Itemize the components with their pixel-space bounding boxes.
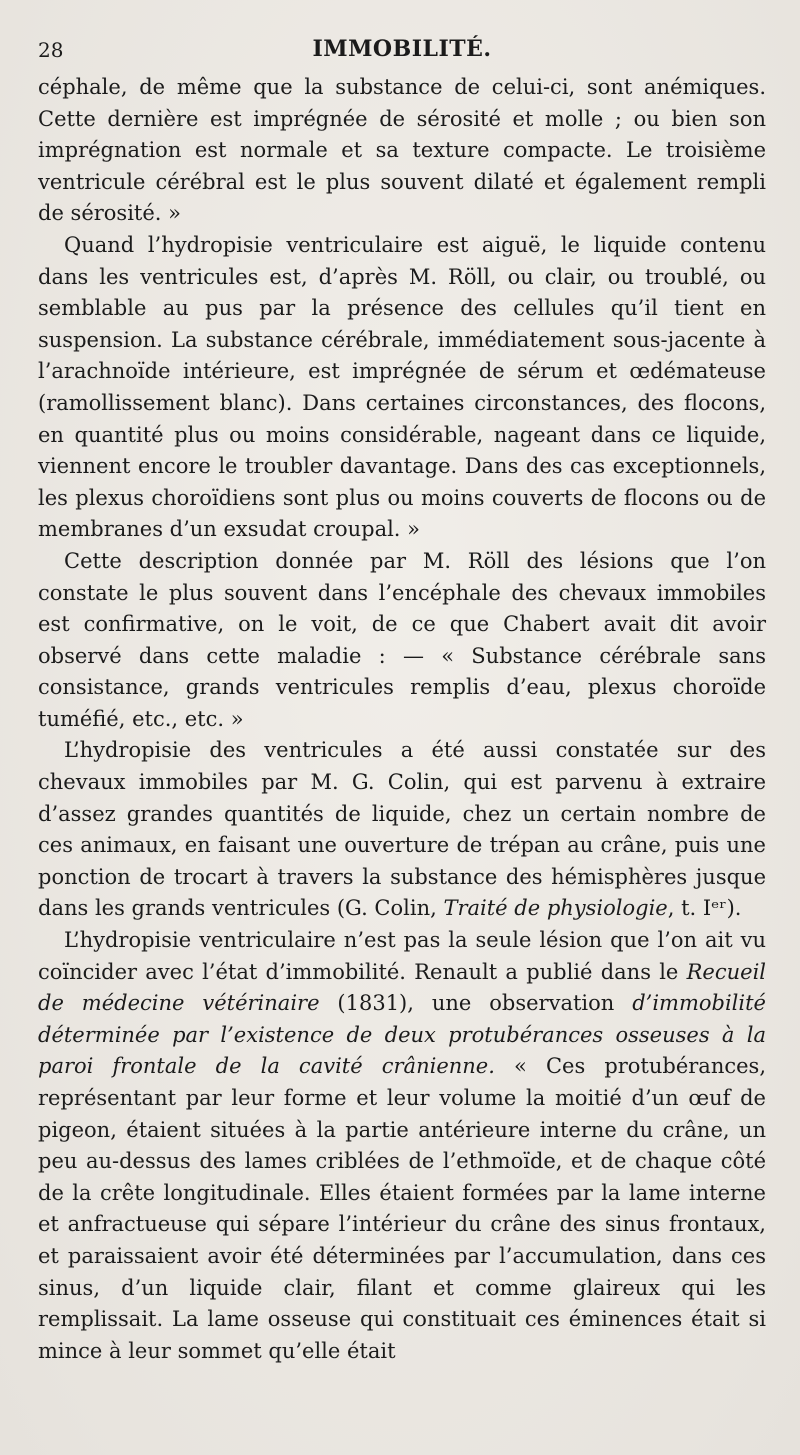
paragraph-3-text: Cette description donnée par M. Röll des lésions que l’on constate le plus souvent dans l’encéphale des chevaux immobiles est confirmative, on le voit, de ce que Chabert avait dit avoir observé dans cette maladie : — « Substance cérébrale sans consistance, grands ventricules remplis d’eau, plexus choroïde tuméfié, etc., etc. » — [38, 548, 766, 731]
paragraph-5-quote: « Ces protubérances, représentant par leur forme et leur volume la moitié d’un œuf de pigeon, étaient situées à la partie antérieure interne du crâne, un peu au-dessus des lames criblées de l’ethmoïde, et de chaque côté de la crête longitudinale. Elles étaient formées par la lame interne et anfractueuse qui sépare l’intérieur du crâne des sinus frontaux, et paraissaient avoir été déterminées par l’accumulation, dans ces sinus, d’un liquide clair, filant et comme glaireux qui les remplissait. La lame osseuse qui constituait ces éminences était si mince à leur sommet qu’elle était — [38, 1054, 766, 1363]
paragraph-4 — [38, 735, 766, 925]
paragraph-2 — [38, 230, 766, 546]
paragraph-1 — [38, 72, 766, 230]
paragraph-4-citation-end: , t. Iᵉʳ). — [667, 896, 742, 921]
paragraph-1-text: céphale, de même que la substance de celui-ci, sont anémiques. Cette dernière est imprégnée de sérosité et molle ; ou bien son imprégnation est normale et sa texture compacte. Le troisième ventricule cérébral est le plus souvent dilaté et également rempli de sérosité. » — [38, 75, 766, 226]
book-title-traite-de-physiologie: Traité de physiologie — [443, 896, 668, 921]
paragraph-2-text: Quand l’hydropisie ventriculaire est aiguë, le liquide contenu dans les ventricules est, d’après M. Röll, ou clair, ou troublé, ou semblable au pus par la présence des cellules qu’il tient en suspension. La substance cérébrale, immédiatement sous-jacente à l’arachnoïde intérieure, est imprégnée de sérum et œdémateuse (ramollissement blanc). Dans certaines circonstances, des flocons, en quantité plus ou moins considérable, nageant dans ce liquide, viennent encore le troubler davantage. Dans des cas exceptionnels, les plexus choroïdiens sont plus ou moins couverts de flocons ou de membranes d’un exsudat croupal. » — [38, 232, 766, 542]
paragraph-5 — [38, 925, 766, 1367]
page-number: 28 — [38, 38, 64, 62]
paragraph-5-text-2: (1831), une observation — [319, 991, 633, 1016]
running-title: IMMOBILITÉ. — [312, 36, 492, 62]
paragraph-4-text: L’hydropisie des ventricules a été aussi constatée sur des chevaux immobiles par M. G. Colin, qui est parvenu à extraire d’assez grandes quantités de liquide, chez un certain nombre de ces animaux, en faisant une ouverture de trépan au crâne, puis une ponction de trocart à travers la substance des hémisphères jusque dans les grands ventricules (G. Colin, — [38, 738, 766, 921]
observation-title: d’immobilité déterminée par l’existence de deux protubérances osseuses à la paroi frontale de la cavité crânienne. — [38, 991, 766, 1079]
paragraph-5-text: L’hydropisie ventriculaire n’est pas la seule lésion que l’on ait vu coïncider avec l’état d’immobilité. Renault a publié dans le — [38, 928, 766, 984]
page-header — [38, 26, 766, 72]
body-text — [38, 72, 766, 1367]
journal-title-recueil: Recueil de médecine vétérinaire — [38, 959, 766, 1016]
paragraph-3 — [38, 546, 766, 736]
